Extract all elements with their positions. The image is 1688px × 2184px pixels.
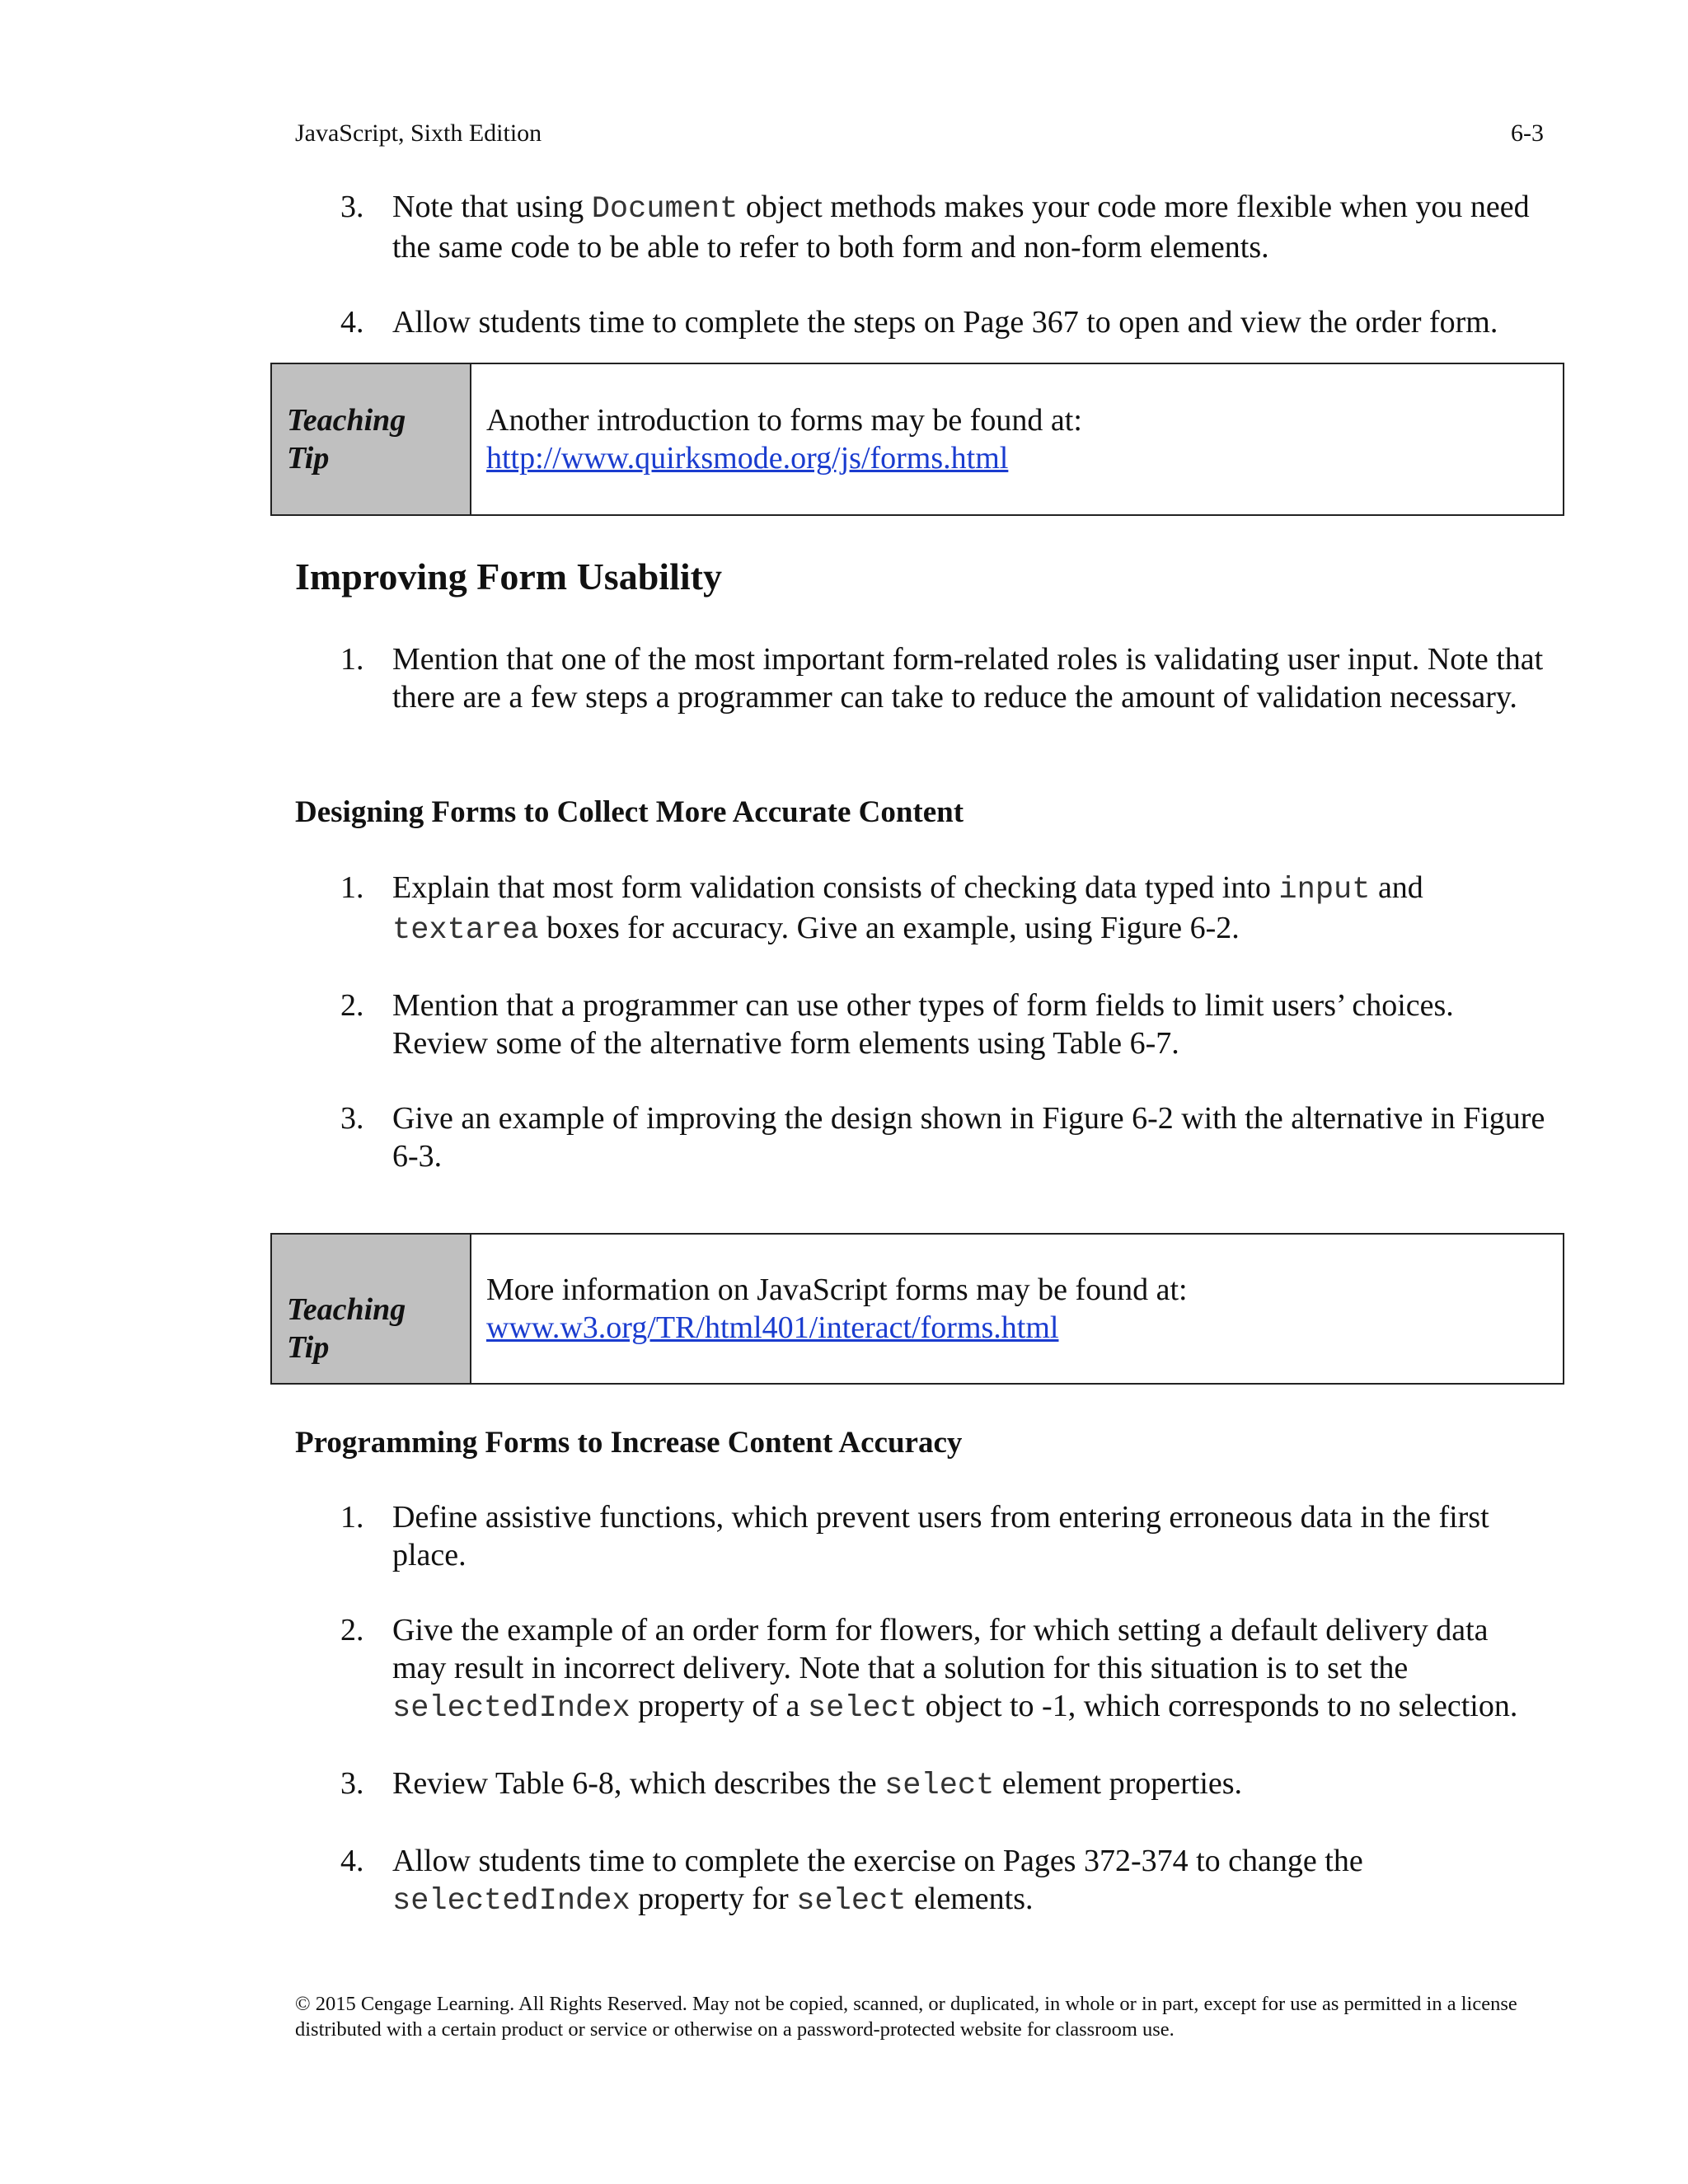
subsection-list — [295, 1498, 1548, 1920]
text-run: property of a — [630, 1689, 808, 1723]
tip-label-line: Teaching — [287, 403, 406, 438]
list-item — [295, 1611, 1548, 1727]
w3-forms-link[interactable]: www.w3.org/TR/html401/interact/forms.html — [486, 1310, 1059, 1345]
subsection-list — [295, 869, 1548, 1175]
list-item — [295, 188, 1548, 266]
teaching-tip-content — [471, 364, 1563, 514]
teaching-tip-label — [272, 364, 471, 514]
text-run: Mention that a programmer can use other types of form fields to limit users’ choices. Review some of the alternative form elements using Table 6-7. — [392, 988, 1454, 1061]
section-list — [295, 640, 1548, 716]
header-page-number: 6-3 — [1511, 120, 1544, 147]
text-run: Give an example of improving the design shown in Figure 6-2 with the alternative in Figure 6-3. — [392, 1101, 1545, 1174]
list-item — [295, 303, 1548, 341]
code-select: select — [807, 1691, 918, 1726]
text-run: object to -1, which corresponds to no selection. — [917, 1689, 1518, 1723]
subsection-heading: Designing Forms to Collect More Accurate Content — [295, 795, 964, 829]
code-input: input — [1278, 873, 1371, 907]
list-number: 4. — [340, 1844, 364, 1878]
intro-list — [295, 188, 1548, 341]
list-number: 3. — [340, 1101, 364, 1136]
tip-label-line: Tip — [287, 1330, 330, 1365]
text-run: property for — [630, 1882, 797, 1916]
tip-text: More information on JavaScript forms may be found at: — [486, 1272, 1188, 1307]
list-number: 1. — [340, 642, 364, 677]
subsection-heading: Programming Forms to Increase Content Accuracy — [295, 1426, 963, 1460]
code-select: select — [796, 1884, 907, 1919]
list-item — [295, 987, 1548, 1062]
text-run: boxes for accuracy. Give an example, using Figure 6-2. — [538, 911, 1240, 945]
tip-text: Another introduction to forms may be found at: — [486, 403, 1082, 438]
tip-label-line: Tip — [287, 441, 330, 476]
quirksmode-link[interactable]: http://www.quirksmode.org/js/forms.html — [486, 441, 1009, 476]
text-run: element properties. — [994, 1766, 1243, 1801]
text-run: elements. — [906, 1882, 1034, 1916]
list-item — [295, 869, 1548, 949]
copyright-footer: © 2015 Cengage Learning. All Rights Reserved. May not be copied, scanned, or duplicated, in whole or in part, except for use as permitted in a license distributed with a certain product or service or otherwise on a password-protected website for classroom use. — [295, 1993, 1517, 2041]
teaching-tip-label — [272, 1235, 471, 1383]
text-run: Allow students time to complete the exercise on Pages 372-374 to change the — [392, 1844, 1363, 1878]
text-run: Mention that one of the most important form-related roles is validating user input. Note that there are a few steps a programmer can take to reduce the amount of validation necessary. — [392, 642, 1544, 715]
list-number: 3. — [340, 190, 364, 224]
code-select: select — [884, 1769, 995, 1803]
text-run: Explain that most form validation consists of checking data typed into — [392, 870, 1279, 905]
text-run: Note that using — [392, 190, 592, 224]
text-run: Define assistive functions, which prevent users from entering erroneous data in the first place. — [392, 1500, 1489, 1572]
text-run: Give the example of an order form for flowers, for which setting a default delivery data may result in incorrect delivery. Note that a solution for this situation is to set the — [392, 1613, 1489, 1685]
page-header — [295, 119, 1544, 148]
list-number: 1. — [340, 870, 364, 905]
text-run: and — [1370, 870, 1423, 905]
list-item — [295, 1842, 1548, 1920]
header-title: JavaScript, Sixth Edition — [295, 120, 542, 147]
list-number: 2. — [340, 988, 364, 1023]
list-item — [295, 1099, 1548, 1175]
list-number: 3. — [340, 1766, 364, 1801]
list-number: 1. — [340, 1500, 364, 1535]
code-selectedindex: selectedIndex — [392, 1884, 631, 1919]
list-number: 2. — [340, 1613, 364, 1647]
code-selectedindex: selectedIndex — [392, 1691, 631, 1726]
list-item — [295, 1765, 1548, 1805]
teaching-tip-box — [270, 363, 1564, 516]
tip-label-line: Teaching — [287, 1292, 406, 1327]
text-run: Allow students time to complete the steps on Page 367 to open and view the order form. — [392, 305, 1498, 340]
text-run: Review Table 6-8, which describes the — [392, 1766, 885, 1801]
teaching-tip-content — [471, 1235, 1563, 1383]
text-run: object methods makes your code more flexible when you need the same code to be able to refer to both form and non-form elements. — [392, 190, 1530, 265]
section-heading: Improving Form Usability — [295, 555, 722, 598]
teaching-tip-box — [270, 1233, 1564, 1385]
code-textarea: textarea — [392, 913, 539, 948]
code-document: Document — [591, 192, 738, 227]
list-item — [295, 640, 1548, 716]
list-item — [295, 1498, 1548, 1574]
list-number: 4. — [340, 305, 364, 340]
